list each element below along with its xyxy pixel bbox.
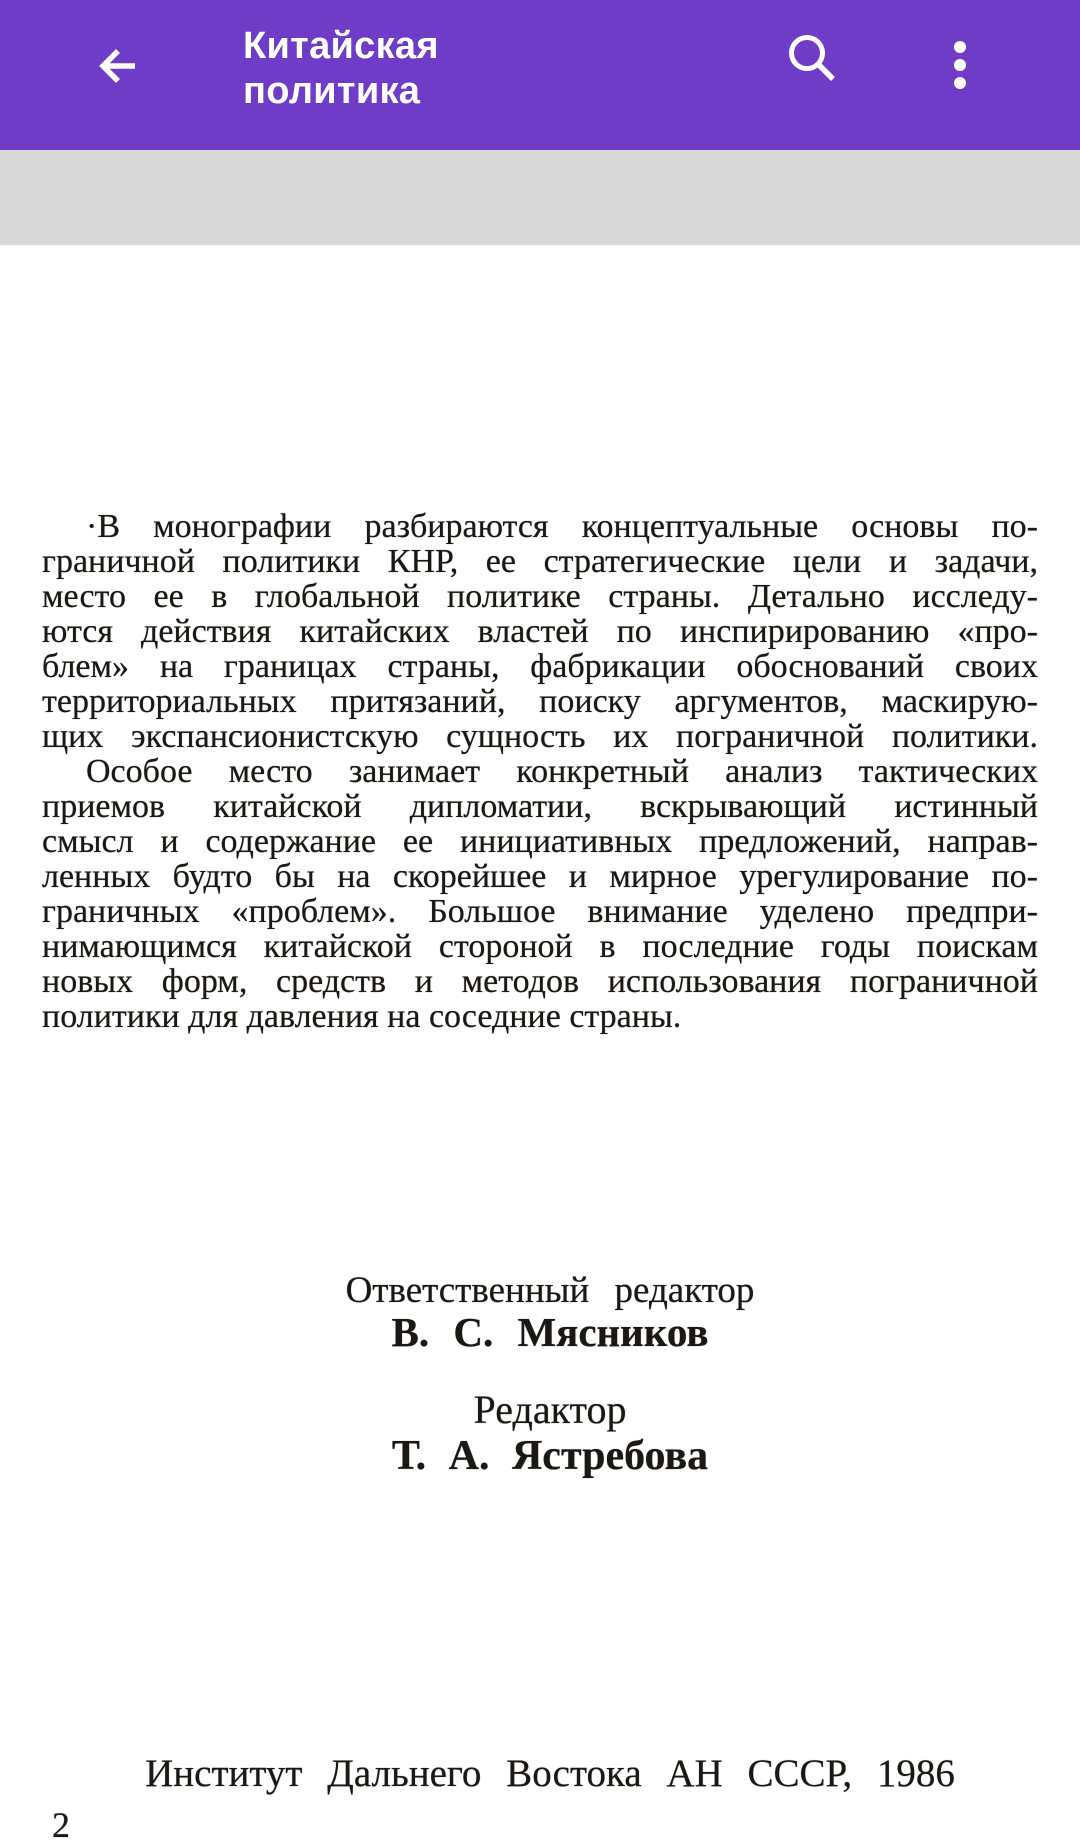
back-button[interactable] [94, 42, 142, 90]
overflow-menu-icon [953, 77, 967, 92]
annotation-line: блем» на границах страны, фабрикации обоснований своих [42, 648, 1038, 685]
page-number: 2 [52, 1805, 70, 1845]
imprint-line: Институт Дальнего Востока АН СССР, 1986 [145, 1752, 955, 1795]
annotation-line: приемов китайской дипломатии, вскрывающий истинный [42, 788, 1038, 825]
annotation-line: территориальных притязаний, поиску аргументов, маскирую- [42, 683, 1038, 720]
responsible-editor-name: В. С. Мясников [391, 1309, 709, 1355]
annotation-line: нимающимся китайской стороной в последние годы поискам [42, 928, 1038, 965]
search-button[interactable] [782, 30, 842, 90]
annotation-line: граничных «проблем». Большое внимание уделено предпри- [42, 893, 1038, 930]
annotation-line: Особое место занимает конкретный анализ тактических [86, 753, 1038, 790]
annotation-line: ленных будто бы на скорейшее и мирное урегулирование по- [42, 858, 1038, 895]
annotation-line: ются действия китайских властей по инспирированию «про- [42, 613, 1038, 650]
annotation-line: новых форм, средств и методов использования пограничной [42, 963, 1038, 1000]
editor-label: Редактор [473, 1387, 627, 1432]
annotation-line: политики для давления на соседние страны. [42, 998, 682, 1035]
annotation-text-block [42, 509, 1038, 1034]
responsible-editor-label: Ответственный редактор [345, 1270, 755, 1311]
annotation-line: граничной политики КНР, ее стратегические цели и задачи, [42, 543, 1038, 580]
annotation-line: смысл и содержание ее инициативных предложений, направ- [42, 823, 1038, 860]
scanned-book-page[interactable] [0, 245, 1080, 1844]
app-bar [0, 0, 1080, 150]
back-arrow-icon [94, 78, 142, 93]
overflow-menu-button[interactable] [953, 41, 967, 89]
page-title: Китайская политика [243, 25, 439, 112]
annotation-line: место ее в глобальной политике страны. Детально исследу- [42, 578, 1038, 615]
annotation-line: ·В монографии разбираются концептуальные основы по- [86, 508, 1038, 545]
editor-name: Т. А. Ястребова [391, 1433, 709, 1479]
search-icon [782, 78, 842, 93]
annotation-line: щих экспансионистскую сущность их пограничной политики. [42, 718, 1038, 755]
reader-background-gap [0, 150, 1080, 245]
